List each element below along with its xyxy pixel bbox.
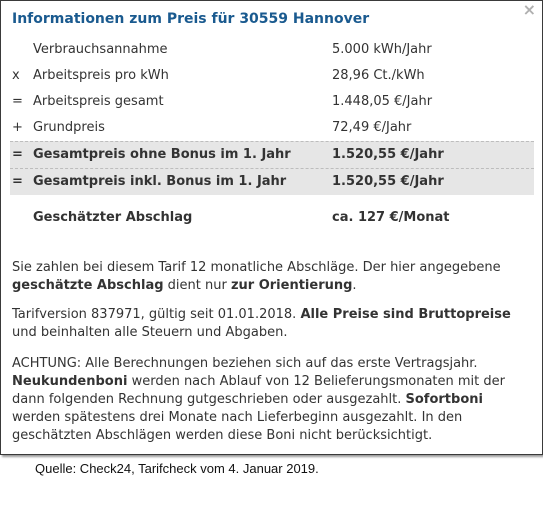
abschlag-info-text: Sie zahlen bei diesem Tarif 12 monatliche Abschläge. Der hier angegebene geschätzte Abschlag dient nur zur Orientierung.	[12, 260, 501, 293]
bonus-warning-text: ACHTUNG: Alle Berechnungen beziehen sich auf das erste Vertragsjahr. Neukundenboni werden nach Ablauf von 12 Belieferungsmonaten mit der dann folgenden Rechnung gutgeschrieben oder ausgezahlt. Sofortboni werden spätestens drei Monate nach Lieferbeginn ausgezahlt. In den geschätzten Abschlägen werden diese Boni nicht berücksichtigt.	[12, 356, 505, 443]
row-value: 5.000 kWh/Jahr	[332, 42, 432, 57]
row-operator: +	[12, 120, 23, 135]
row-arbeitspreis-gesamt	[10, 89, 534, 115]
row-label: Gesamtpreis ohne Bonus im 1. Jahr	[33, 147, 291, 162]
row-label: Geschätzter Abschlag	[33, 210, 193, 225]
price-table	[10, 37, 534, 231]
row-label: Gesamtpreis inkl. Bonus im 1. Jahr	[33, 174, 287, 189]
row-operator: =	[12, 94, 23, 109]
row-arbeitspreis-pro-kwh	[10, 63, 534, 89]
row-value: 1.520,55 €/Jahr	[332, 147, 444, 162]
row-label: Verbrauchsannahme	[33, 42, 168, 57]
tarif-info-text: Tarifversion 837971, gültig seit 01.01.2018. Alle Preise sind Bruttopreise und beinhalten alle Steuern und Abgaben.	[12, 307, 511, 340]
row-operator: =	[12, 147, 23, 162]
row-operator: x	[12, 68, 20, 83]
close-icon[interactable]: ×	[522, 0, 536, 19]
row-grundpreis	[10, 115, 534, 141]
row-label: Arbeitspreis gesamt	[33, 94, 164, 109]
source-caption: Quelle: Check24, Tarifcheck vom 4. Januar 2019.	[35, 461, 319, 476]
row-operator: =	[12, 174, 23, 189]
row-gesamtpreis-inkl-bonus	[10, 168, 534, 195]
row-verbrauchsannahme	[10, 37, 534, 63]
row-value: 1.520,55 €/Jahr	[332, 174, 444, 189]
row-label: Grundpreis	[33, 120, 105, 135]
row-value: 72,49 €/Jahr	[332, 120, 412, 135]
row-value: ca. 127 €/Monat	[332, 210, 450, 225]
row-value: 1.448,05 €/Jahr	[332, 94, 433, 109]
row-geschaetzter-abschlag	[10, 205, 534, 231]
popup-title: Informationen zum Preis für 30559 Hannover	[12, 11, 370, 27]
row-gesamtpreis-ohne-bonus	[10, 141, 534, 168]
row-value: 28,96 Ct./kWh	[332, 68, 425, 83]
row-label: Arbeitspreis pro kWh	[33, 68, 169, 83]
